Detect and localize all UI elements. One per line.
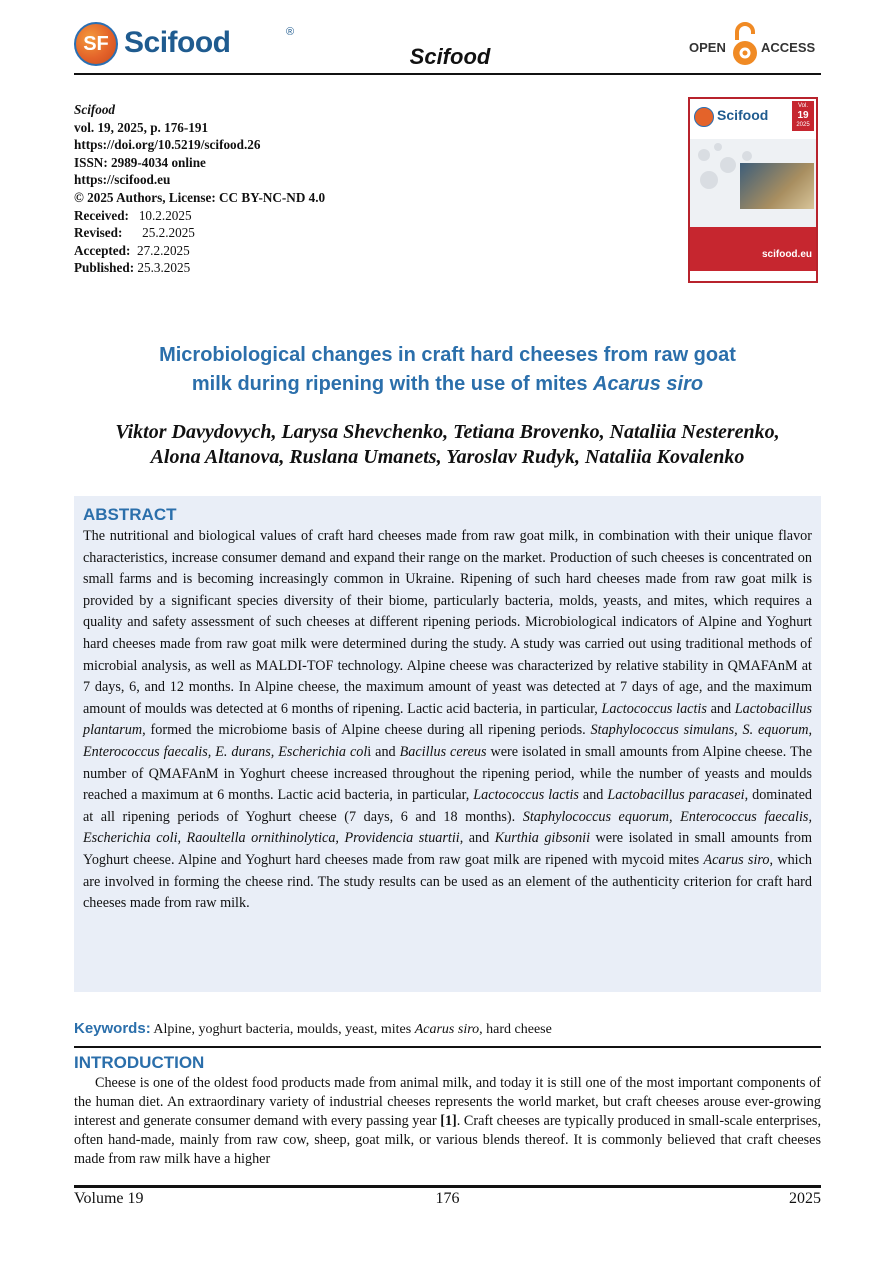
footer-divider: [74, 1185, 821, 1188]
cover-volume-badge: Vol. 19 2025: [792, 101, 814, 131]
scifood-logo[interactable]: [74, 22, 295, 70]
meta-volume-pages: vol. 19, 2025, p. 176-191: [74, 119, 209, 135]
meta-date-revised: Revised: 25.2.2025: [74, 225, 195, 241]
meta-doi-link[interactable]: https://doi.org/10.5219/scifood.26: [74, 137, 261, 153]
meta-license[interactable]: © 2025 Authors, License: CC BY-NC-ND 4.0: [74, 189, 326, 205]
keywords-heading: Keywords:: [74, 1020, 151, 1037]
meta-issn: ISSN: 2989-4034 online: [74, 154, 206, 170]
meta-date-accepted: Accepted: 27.2.2025: [74, 242, 190, 258]
article-metadata: [74, 101, 494, 277]
footer-page-number: 176: [435, 1190, 460, 1207]
abstract-box: [74, 496, 821, 992]
title-line-2: milk during ripening with the use of mites Acarus siro: [191, 373, 704, 395]
meta-date-received: Received: 10.2.2025: [74, 207, 192, 223]
cover-logo-icon: [694, 107, 714, 127]
cover-url: scifood.eu: [761, 249, 812, 260]
citation-link[interactable]: [1]: [440, 1113, 457, 1129]
open-access-left-text: OPEN: [689, 40, 726, 55]
running-journal-title: Scifood: [409, 44, 491, 69]
footer-volume: Volume 19: [74, 1190, 144, 1207]
cover-footer: [690, 271, 816, 283]
cover-red-band: [690, 227, 816, 271]
footer-year: 2025: [789, 1190, 821, 1207]
title-line-1: Microbiological changes in craft hard cheeses from raw goat: [159, 344, 736, 366]
meta-website-link[interactable]: https://scifood.eu: [74, 172, 171, 188]
keywords-line: Keywords: Alpine, yoghurt bacteria, moulds, yeast, mites Acarus siro, hard cheese: [74, 1020, 552, 1037]
cover-brand: Scifood: [717, 107, 769, 123]
article-title: [74, 341, 821, 399]
meta-journal: Scifood: [74, 102, 116, 117]
journal-cover-thumbnail[interactable]: [688, 97, 818, 283]
meta-date-published: Published: 25.3.2025: [74, 260, 191, 276]
authors-line-2: Alona Altanova, Ruslana Umanets, Yaroslav Rudyk, Nataliia Kovalenko: [150, 446, 745, 468]
registered-mark: ®: [286, 26, 295, 38]
introduction-text: Cheese is one of the oldest food products made from animal milk, and today it is still one of the most important components of the human diet. An extraordinary variety of industrial cheeses represents the world market, but craft cheeses arouse ever-growing interest and generate consumer demand with every passing year [1]. Craft cheeses are typically produced in small-scale enterprises, often hand-made, mainly from raw cow, sheep, goat milk, or various blends thereof. It is commonly believed that craft cheeses made from raw milk have a higher: [74, 1075, 821, 1167]
authors-line-1: Viktor Davydovych, Larysa Shevchenko, Tetiana Brovenko, Nataliia Nesterenko,: [115, 421, 780, 443]
open-access-right-text: ACCESS: [761, 40, 816, 55]
introduction-heading: INTRODUCTION: [74, 1053, 205, 1072]
sf-logo-icon: SF: [74, 22, 118, 66]
author-list: [74, 420, 821, 470]
open-access-badge[interactable]: [689, 22, 819, 70]
abstract-heading: ABSTRACT: [83, 505, 177, 524]
cover-photo: [740, 163, 814, 209]
abstract-text: The nutritional and biological values of craft hard cheeses made from raw goat milk, in combination with their unique flavor characteristics, increase consumer demand and expand their range on the market. Production of such cheeses is concentrated on small farms and is becoming increasingly common in Ukraine. Ripening of such hard cheeses made from raw goat milk is provided by a significant species diversity of their biome, particularly bacteria, molds, yeasts, and mites, which requires a quality and safety assessment of such cheeses at different ripening periods. Microbiological indicators of Alpine and Yoghurt hard cheeses made from raw goat milk were determined during the study. A study was carried out using traditional methods of microbial analysis, as well as MALDI-TOF technology. Alpine cheese was characterized by relative stability in QMAFAnM at 7 days, 6, and 12 months. In Alpine cheese, the maximum amount of yeast was detected at 7 days of age, and the maximum amount of moulds was detected at 6 months of ripening. Lactic acid bacteria, in particular, Lactococcus lactis and Lactobacillus plantarum, formed the microbiome basis of Alpine cheese during all ripening periods. Staphylococcus simulans, S. equorum, Enterococcus faecalis, E. durans, Escherichia coli and Bacillus cereus were isolated in small amounts from Alpine cheese. The number of QMAFAnM in Yoghurt cheese increased throughout the ripening period, while the number of yeasts and moulds reached a maximum at 6 months. Lactic acid bacteria, in particular, Lactococcus lactis and Lactobacillus paracasei, dominated at all ripening periods of Yoghurt cheese (7 days, 6 and 18 months). Staphylococcus equorum, Enterococcus faecalis, Escherichia coli, Raoultella ornithinolytica, Providencia stuartii, and Kurthia gibsonii were isolated in small amounts from Yoghurt cheese. Alpine and Yoghurt hard cheeses made from raw goat milk are ripened with mycoid mites Acarus siro, which are involved in forming the cheese rind. The study results can be used as an element of the authenticity criterion for craft hard cheeses made from raw milk.: [83, 528, 813, 912]
header-divider: [74, 73, 821, 75]
keywords-divider: [74, 1046, 821, 1048]
open-lock-icon: [731, 22, 759, 68]
logo-wordmark: Scifood: [124, 26, 231, 59]
